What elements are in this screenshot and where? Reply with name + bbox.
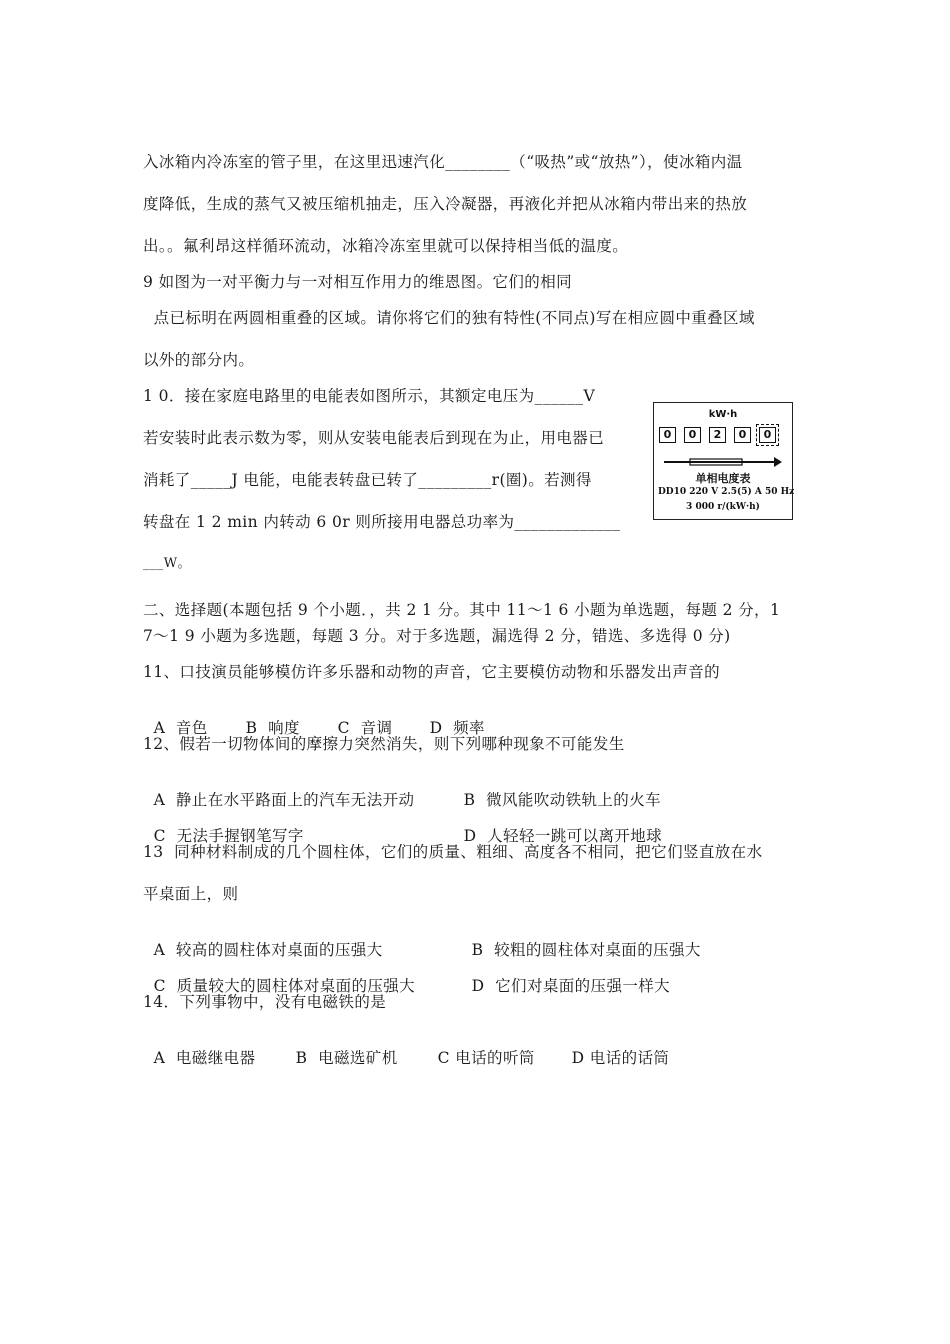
q13-options-row-1 <box>143 920 701 960</box>
q13-stem-line-2: 平桌面上，则 <box>143 885 239 903</box>
q13-stem-line-1: 13 同种材料制成的几个圆柱体，它们的质量、粗细、高度各不相同，把它们竖直放在水 <box>143 843 763 861</box>
q8-text-line-2: 度降低，生成的蒸气又被压缩机抽走，压入冷凝器，再液化并把从冰箱内带出来的热放 <box>143 195 748 213</box>
meter-digit: 0 <box>734 427 751 443</box>
q12-options-row-1 <box>143 770 661 810</box>
q13-option-b[interactable]: B 较粗的圆柱体对桌面的压强大 <box>471 941 701 959</box>
electricity-meter-figure <box>653 402 793 520</box>
q11-stem: 11、口技演员能够模仿许多乐器和动物的声音，它主要模仿动物和乐器发出声音的 <box>143 663 721 681</box>
q13-option-a[interactable]: A 较高的圆柱体对桌面的压强大 <box>153 941 383 959</box>
meter-digit-decimal: 0 <box>759 427 776 443</box>
meter-spec-line-1: DD10 220 V 2.5(5) A 50 Hz <box>658 487 795 497</box>
meter-spec-line-2: 3 000 r/(kW·h) <box>686 502 760 512</box>
q8-text-line-1: 入冰箱内冷冻室的管子里，在这里迅速汽化________（“吸热”或“放热”），使冰箱内温 <box>143 153 743 171</box>
q11-option-b[interactable]: B 响度 <box>245 719 300 737</box>
meter-title: 单相电度表 <box>695 472 751 485</box>
meter-disc-arrow-icon <box>662 457 782 467</box>
q12-stem: 12、假若一切物体间的摩擦力突然消失，则下列哪种现象不可能发生 <box>143 735 625 753</box>
meter-digit-display <box>659 427 776 443</box>
q14-stem: 14．下列事物中，没有电磁铁的是 <box>143 993 387 1011</box>
meter-digit: 2 <box>709 427 726 443</box>
q12-option-c[interactable]: C 无法手握钢笔写字 <box>153 827 304 845</box>
q8-text-line-3: 出。。氟利昂这样循环流动，冰箱冷冻室里就可以保持相当低的温度。 <box>143 237 629 255</box>
q10-text-line-5: ___W。 <box>143 556 191 571</box>
q9-text-line-1: 9 如图为一对平衡力与一对相互作用力的维恩图。它们的相同 <box>143 273 572 291</box>
section2-header-line-1: 二、选择题(本题包括 9 个小题．，共 2 1 分。其中 11～1 6 小题为单选题，每题 2 分，1 <box>143 601 781 619</box>
q13-option-d[interactable]: D 它们对桌面的压强一样大 <box>471 977 671 995</box>
q14-option-b[interactable]: B 电磁选矿机 <box>295 1049 398 1067</box>
q10-text-line-3: 消耗了_____J 电能，电能表转盘已转了_________r(圈)。若测得 <box>143 471 592 489</box>
q10-text-line-4: 转盘在 1 2 min 内转动 6 0r 则所接用电器总功率为_____________ <box>143 513 621 531</box>
meter-digit: 0 <box>659 427 676 443</box>
q9-text-line-3: 以外的部分内。 <box>143 351 255 369</box>
q9-text-line-2: 点已标明在两圆相重叠的区域。请你将它们的独有特性(不同点)写在相应圆中重叠区域 <box>143 309 755 327</box>
q10-text-line-2: 若安装时此表示数为零，则从安装电能表后到现在为止，用电器已 <box>143 429 605 447</box>
q12-option-b[interactable]: B 微风能吹动铁轨上的火车 <box>463 791 662 809</box>
meter-digit: 0 <box>684 427 701 443</box>
q14-option-d[interactable]: D 电话的话筒 <box>571 1049 670 1067</box>
q13-options-row-2 <box>143 956 670 996</box>
q11-option-c[interactable]: C 音调 <box>337 719 393 737</box>
q10-text-line-1: 1 0．接在家庭电路里的电能表如图所示，其额定电压为______V <box>143 387 596 405</box>
meter-unit-label: kW·h <box>708 409 738 420</box>
section2-header-line-2: 7～1 9 小题为多选题，每题 3 分。对于多选题，漏选得 2 分，错选、多选得 0 分) <box>143 627 731 645</box>
q12-option-d[interactable]: D 人轻轻一跳可以离开地球 <box>463 827 663 845</box>
q12-options-row-2 <box>143 806 662 846</box>
q12-option-a[interactable]: A 静止在水平路面上的汽车无法开动 <box>153 791 415 809</box>
q13-option-c[interactable]: C 质量较大的圆柱体对桌面的压强大 <box>153 977 416 995</box>
q14-option-c[interactable]: C 电话的听筒 <box>437 1049 535 1067</box>
q11-option-d[interactable]: D 频率 <box>429 719 485 737</box>
q14-option-a[interactable]: A 电磁继电器 <box>153 1049 256 1067</box>
q11-option-a[interactable]: A 音色 <box>153 719 208 737</box>
q11-options <box>143 698 485 738</box>
q14-options <box>143 1028 669 1068</box>
